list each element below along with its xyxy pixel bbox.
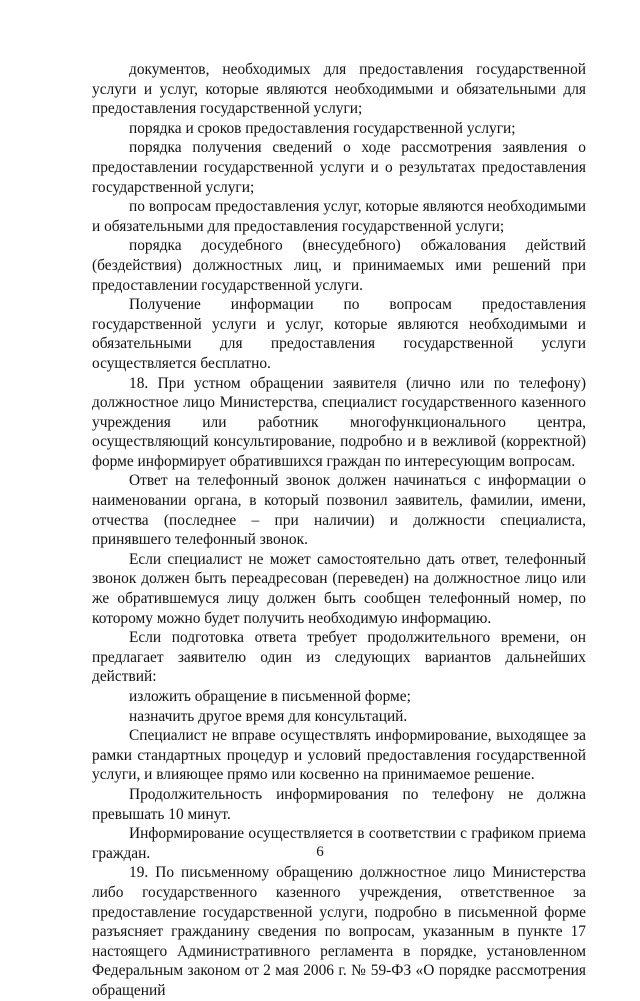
paragraph: 18. При устном обращении заявителя (лично или по телефону) должностное лицо Министерства, специалист государственного казенного учреждения или работник многофункционального центра, осуществляющий консультирование, подробно и в вежливой (корректной) форме информирует обратившихся граждан по интересующим вопросам. — [92, 374, 586, 470]
paragraph: документов, необходимых для предоставления государственной услуги и услуг, которые являются необходимыми и обязательными для предоставления государственной услуги; — [92, 61, 586, 118]
paragraph: по вопросам предоставления услуг, которые являются необходимыми и обязательными для предоставления государственной услуги; — [92, 198, 586, 235]
paragraph: Ответ на телефонный звонок должен начинаться с информации о наименовании органа, в который позвонил заявитель, фамилии, имени, отчества (последнее – при наличии) и должности специалиста, принявшего телефонный звонок. — [92, 472, 586, 549]
paragraph: Получение информации по вопросам предоставления государственной услуги и услуг, которые являются необходимыми и обязательными для предоставления государственной услуги осуществляется бесплатно. — [92, 296, 586, 372]
paragraph: порядка и сроков предоставления государственной услуги; — [129, 119, 516, 137]
paragraph: порядка получения сведений о ходе рассмотрения заявления о предоставлении государственной услуги и о результатах предоставления государственной услуги; — [92, 139, 586, 196]
paragraph: изложить обращение в письменной форме; — [129, 688, 411, 705]
paragraph: Если специалист не может самостоятельно дать ответ, телефонный звонок должен быть переадресован (переведен) на должностное лицо или же обратившемуся лицу должен быть сообщен телефонный номер, по которому можно будет получить необходимую информацию. — [92, 550, 586, 627]
paragraph: 19. По письменному обращению должностное лицо Министерства либо государственного казенного учреждения, ответственное за предоставление государственной услуги, подробно в письменной форме разъясняет гражданину сведения по вопросам, указанным в пункте 17 настоящего Административного регламента в порядке, установленном Федеральным законом от 2 мая 2006 г. № 59-ФЗ «О порядке рассмотрения обращений — [92, 864, 586, 999]
paragraph: назначить другое время для консультаций. — [129, 707, 408, 725]
page-number: 6 — [316, 844, 324, 860]
paragraph: Специалист не вправе осуществлять информирование, выходящее за рамки стандартных процедур и условий предоставления государственной услуги, и влияющее прямо или косвенно на принимаемое решение. — [92, 727, 586, 784]
paragraph: Продолжительность информирования по телефону не должна превышать 10 минут. — [92, 785, 586, 823]
paragraph: Если подготовка ответа требует продолжительного времени, он предлагает заявителю один из следующих вариантов дальнейших действий: — [92, 629, 586, 686]
paragraph: порядка досудебного (внесудебного) обжалования действий (бездействия) должностных лиц, и принимаемых ими решений при предоставлении государственной услуги. — [92, 237, 586, 294]
paragraph: Информирование осуществляется в соответствии с графиком приема граждан. — [92, 825, 586, 862]
